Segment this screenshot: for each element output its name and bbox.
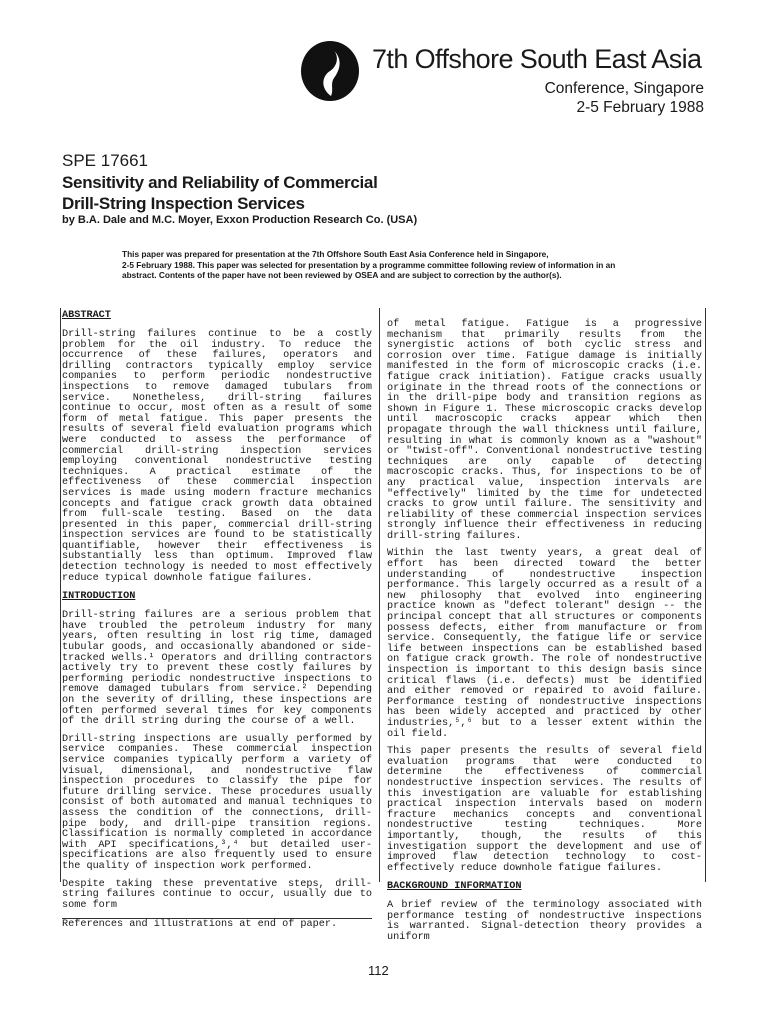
preparation-note	[122, 249, 712, 281]
right-paragraph-3: This paper presents the results of several field evaluation programs that were conducted to determine the effectiveness of commercial nondestructive inspection services. The results of this investigation are valuable for establishing practical inspection intervals based on modern fracture mechanics concepts and conventional nondestructive testing techniques. More importantly, though, the results of this investigation support the development and use of improved flaw detection technology to cost-effectively reduce downhole fatigue failures.	[387, 746, 709, 874]
yin-yang-logo-icon	[300, 40, 360, 102]
right-paragraph-1: of metal fatigue. Fatigue is a progressive mechanism that primarily results from the synergistic actions of both cyclic stress and corrosion over time. Fatigue damage is initially manifested in the form of microscopic cracks (i.e. fatigue crack initiation). Fatigue cracks usually originate in the thread roots of the connections or in the drill-pipe body and transition regions as shown in Figure 1. These microscopic cracks develop until macroscopic cracks appear which then propagate through the wall thickness until failure, resulting in what is commonly known as a "washout" or "twist-off". Conventional nondestructive testing techniques are only capable of detecting macroscopic cracks. Thus, for inspections to be of any practical value, inspection intervals are "effectively" limited by the time for undetected cracks to grow until failure. The sensitivity and reliability of these commercial inspection services strongly influence their effectiveness in reducing drill-string failures.	[387, 319, 709, 542]
paper-title-line-2: Drill-String Inspection Services	[62, 194, 305, 213]
paper-title	[62, 172, 378, 214]
body-columns	[60, 308, 709, 944]
left-column	[62, 310, 379, 931]
background-heading: BACKGROUND INFORMATION	[387, 881, 522, 893]
conference-details	[545, 79, 704, 117]
conference-title: 7th Offshore South East Asia	[372, 44, 702, 74]
author-line: by B.A. Dale and M.C. Moyer, Exxon Production Research Co. (USA)	[62, 214, 418, 226]
column-divider	[379, 308, 380, 882]
introduction-paragraph-3: Despite taking these preventative steps, drill-string failures continue to occur, usually due to some form	[62, 878, 379, 911]
introduction-paragraph-2: Drill-string inspections are usually performed by service companies. These commercial inspection service companies typically perform a variety of visual, dimensional, and nondestructive flaw inspection procedures to classify the pipe for future drilling service. These procedures usually consist of both automated and manual techniques to assess the condition of the connections, drill-pipe body, and drill-pipe transition regions. Classification is normally completed in accordance with API specifications,³,⁴ but detailed user-specifications are also frequently used to ensure the quality of inspection work performed.	[62, 733, 379, 872]
introduction-paragraph-1: Drill-string failures are a serious problem that have troubled the petroleum industry for many years, often resulting in lost rig time, damaged tubular goods, and occasionally abandoned or side-tracked wells.¹ Operators and drilling contractors actively try to prevent these costly failures by performing periodic nondestructive inspections to remove damaged tubulars from service.² Depending on the severity of drilling, these inspections are often performed several times for key components of the drill string during the course of a well.	[62, 610, 379, 728]
paper-number: SPE 17661	[62, 151, 149, 170]
references-note: References and illustrations at end of paper.	[62, 919, 338, 931]
page-number: 112	[368, 963, 389, 978]
abstract-heading: ABSTRACT	[62, 310, 111, 321]
right-paragraph-2: Within the last twenty years, a great deal of effort has been directed toward the better understanding of nondestructive inspection performance. This largely occurred as a result of a new philosophy that evolved into engineering practice known as "defect tolerant" design -- the principal concept that all structures or components possess defects, either from manufacture or from service. Consequently, the fatigue life or service life between inspections can be established based on fatigue crack growth. The role of nondestructive inspection is important to this design basis since critical flaws (i.e. defects) must be identified and either removed or repaired to avoid failure. Performance testing of nondestructive inspections has been widely accepted and practiced by other industries,⁵,⁶ but to a lesser extent within the oil field.	[387, 548, 709, 740]
paper-title-line-1: Sensitivity and Reliability of Commercial	[62, 173, 378, 192]
conference-location: Conference, Singapore	[544, 80, 704, 97]
introduction-heading: INTRODUCTION	[62, 591, 136, 603]
abstract-text: Drill-string failures continue to be a costly problem for the oil industry. To reduce the occurrence of these failures, operators and drilling contractors typically employ service companies to perform periodic nondestructive inspections to remove damaged tubulars from service. Nonetheless, drill-string failures continue to occur, most often as a result of some form of metal fatigue. This paper presents the results of several field evaluation programs which were conducted to assess the performance of commercial drill-string inspection services employing conventional nondestructive testing techniques. A practical estimate of the effectiveness of these commercial inspection services is made using modern fracture mechanics concepts and fatigue crack growth data obtained from full-scale testing. Based on the data presented in this paper, commercial drill-string inspection services are found to be statistically quantifiable, however their effectiveness is substantially less than optimum. Improved flaw detection technology is needed to most effectively reduce typical downhole fatigue failures.	[62, 329, 379, 584]
preparation-note-line-3: abstract. Contents of the paper have not been reviewed by OSEA and are subject to correction by the author(s).	[122, 270, 562, 280]
preparation-note-line-1: This paper was prepared for presentation at the 7th Offshore South East Asia Conference held in Singapore,	[122, 249, 549, 259]
left-column-border	[60, 308, 61, 882]
right-column	[387, 319, 709, 951]
conference-dates: 2-5 February 1988	[576, 99, 704, 116]
right-paragraph-4: A brief review of the terminology associated with performance testing of nondestructive inspections is warranted. Signal-detection theory provides a uniform	[387, 900, 709, 944]
preparation-note-line-2: 2-5 February 1988. This paper was selected for presentation by a programme committee following review of information in an	[122, 259, 616, 270]
